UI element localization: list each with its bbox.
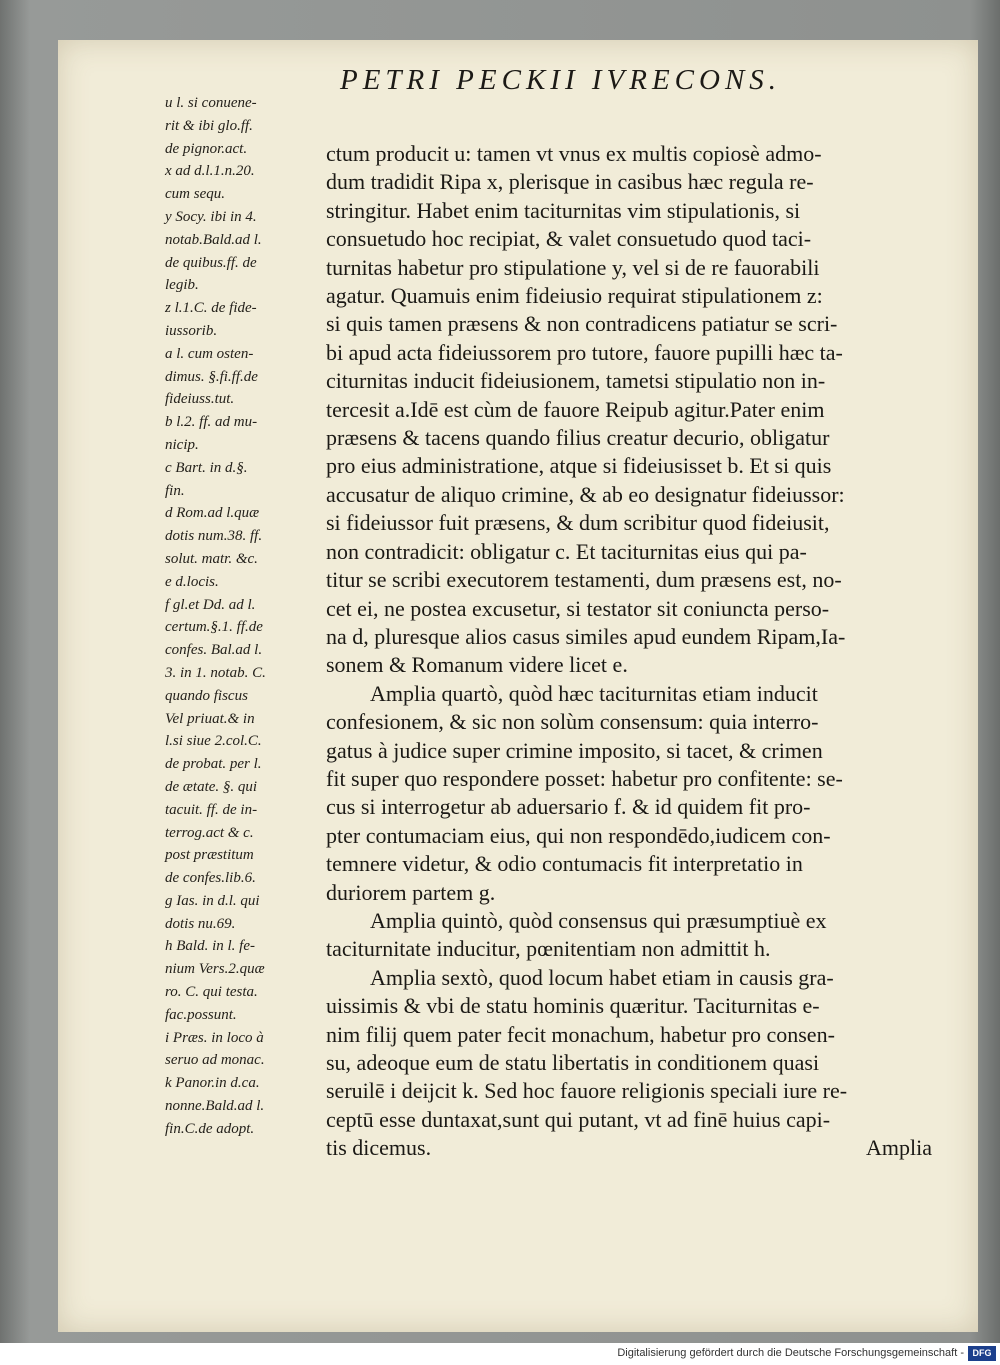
margin-note: Vel priuat.& in (165, 710, 255, 727)
body-line: tis dicemus. (326, 1135, 432, 1161)
paragraph-start-line: Amplia quartò, quòd hæc taciturnitas etiam inducit (370, 680, 818, 706)
margin-note: de quibus.ff. de (165, 254, 257, 271)
dfg-logo: DFG (968, 1346, 996, 1361)
margin-note: iussorib. (165, 322, 218, 339)
body-line: confesionem, & sic non solùm consensum: quia interro- (326, 709, 819, 735)
margin-note: ro. C. qui testa. (165, 984, 258, 1001)
margin-note: g Ias. in d.l. qui (165, 892, 260, 909)
margin-note: dotis num.38. ff. (165, 528, 263, 545)
body-line: ctum producit u: tamen vt vnus ex multis copiosè admo- (326, 141, 822, 166)
body-line: temnere videtur, & odio contumacis fit interpretatio in (326, 851, 803, 877)
body-line: tercesit a.Idē est cùm de fauore Reipub agitur.Pater enim (326, 396, 825, 422)
body-line: pter contumaciam eius, qui non respondēdo,iudicem con- (326, 822, 831, 848)
body-line: nim filij quem pater fecit monachum, habetur pro consen- (326, 1021, 835, 1047)
margin-note: fac.possunt. (165, 1006, 237, 1023)
body-line: fit super quo respondere posset: habetur pro confitente: se- (326, 765, 843, 791)
body-line: stringitur. Habet enim taciturnitas vim stipulationis, si (326, 197, 801, 223)
margin-note: tacuit. ff. de in- (165, 801, 258, 818)
margin-note: e d.locis. (165, 573, 219, 590)
margin-note: de probat. per l. (165, 756, 262, 773)
margin-note: quando fiscus (165, 687, 248, 704)
body-line: agatur. Quamuis enim fideiusio requirat stipulationem z: (326, 283, 823, 309)
margin-note: nonne.Bald.ad l. (165, 1098, 265, 1115)
body-line: turnitas habetur pro stipulatione y, vel si de re fauorabili (326, 254, 820, 280)
margin-note: f gl.et Dd. ad l. (165, 596, 256, 613)
margin-note: nicip. (165, 436, 199, 453)
footer-bar (0, 1343, 1000, 1365)
margin-note: legib. (165, 277, 199, 294)
body-line: seruilē i deijcit k. Sed hoc fauore religionis speciali iure re- (326, 1078, 848, 1104)
body-line: si fideiussor fuit præsens, & dum scribitur quod fideiusit, (326, 510, 830, 536)
body-line: na d, pluresque alios casus similes apud eundem Ripam,Ia- (326, 623, 846, 649)
body-line: pro eius administratione, atque si fideiusisset b. Et si quis (326, 453, 832, 479)
margin-note: dotis nu.69. (165, 915, 236, 932)
body-line: taciturnitate inducitur, pœnitentiam non admittit h. (326, 936, 771, 962)
margin-note: k Panor.in d.ca. (165, 1075, 260, 1092)
body-line: uissimis & vbi de statu hominis quæritur. Taciturnitas e- (326, 993, 820, 1019)
margin-note: de confes.lib.6. (165, 870, 256, 887)
body-line: duriorem partem g. (326, 879, 496, 905)
margin-note: z l.1.C. de fide- (165, 300, 257, 317)
margin-note: fin.C.de adopt. (165, 1120, 255, 1137)
margin-note: x ad d.l.1.n.20. (165, 163, 255, 180)
running-head: PETRI PECKII IVRECONS. (340, 64, 782, 96)
catchword: Amplia (866, 1135, 932, 1161)
margin-notes (165, 92, 325, 1141)
margin-note: seruo ad monac. (165, 1052, 265, 1069)
margin-note: post præstitum (165, 847, 254, 864)
body-line: consuetudo hoc recipiat, & valet consuetudo quod taci- (326, 226, 812, 252)
margin-note: h Bald. in l. fe- (165, 938, 255, 955)
margin-note: terrog.act & c. (165, 824, 254, 841)
margin-note: cum sequ. (165, 186, 225, 203)
funding-notice: Digitalisierung gefördert durch die Deutsche Forschungsgemeinschaft - (617, 1347, 964, 1359)
margin-note: d Rom.ad l.quæ (165, 505, 260, 522)
margin-note: nium Vers.2.quæ (165, 961, 265, 978)
margin-note: y Socy. ibi in 4. (165, 208, 257, 225)
margin-note: rit & ibi glo.ff. (165, 117, 253, 134)
paragraph-start-line: Amplia sextò, quod locum habet etiam in causis gra- (370, 964, 834, 990)
margin-note: u l. si conuene- (165, 95, 257, 111)
paragraph-start-line: Amplia quintò, quòd consensus qui præsumptiuè ex (370, 907, 827, 933)
margin-note: confes. Bal.ad l. (165, 642, 263, 659)
margin-note: fideiuss.tut. (165, 391, 235, 408)
margin-note: certum.§.1. ff.de (165, 619, 263, 636)
body-line: titur se scribi executorem testamenti, dum præsens est, no- (326, 567, 842, 593)
margin-note: 3. in 1. notab. C. (165, 664, 266, 681)
margin-note: dimus. §.fi.ff.de (165, 368, 258, 385)
body-line: non contradicit: obligatur c. Et taciturnitas eius qui pa- (326, 538, 807, 564)
body-line: ceptū esse duntaxat,sunt qui putant, vt ad finē huius capi- (326, 1106, 831, 1132)
margin-note: fin. (165, 482, 185, 499)
body-line: cet ei, ne postea excusetur, si testator sit coniuncta perso- (326, 595, 830, 621)
margin-note: b l.2. ff. ad mu- (165, 414, 258, 431)
body-line: præsens & tacens quando filius creatur decurio, obligatur (326, 425, 830, 451)
body-line: citurnitas inducit fideiusionem, tametsi stipulatio non in- (326, 368, 826, 394)
margin-note: notab.Bald.ad l. (165, 231, 262, 248)
body-line: si quis tamen præsens & non contradicens patiatur se scri- (326, 311, 838, 337)
body-text (326, 140, 938, 1163)
margin-note: solut. matr. &c. (165, 550, 258, 567)
margin-note: l.si siue 2.col.C. (165, 733, 262, 750)
body-line: dum tradidit Ripa x, plerisque in casibus hæc regula re- (326, 169, 814, 195)
body-line: su, adeoque eum de statu libertatis in conditionem quasi (326, 1050, 820, 1075)
margin-note: i Præs. in loco à (165, 1029, 264, 1046)
margin-note: de pignor.act. (165, 140, 248, 157)
margin-note: de ætate. §. qui (165, 778, 258, 795)
body-line: cus si interrogetur ab aduersario f. & id quidem fit pro- (326, 794, 811, 820)
margin-note: a l. cum osten- (165, 345, 254, 362)
body-line: sonem & Romanum videre licet e. (326, 652, 628, 678)
body-line: gatus à judice super crimine imposito, si tacet, & crimen (326, 737, 823, 763)
body-line: bi apud acta fideiussorem pro tutore, fauore pupilli hæc ta- (326, 339, 843, 365)
body-line: accusatur de aliquo crimine, & ab eo designatur fideiussor: (326, 481, 845, 507)
margin-note: c Bart. in d.§. (165, 459, 248, 476)
